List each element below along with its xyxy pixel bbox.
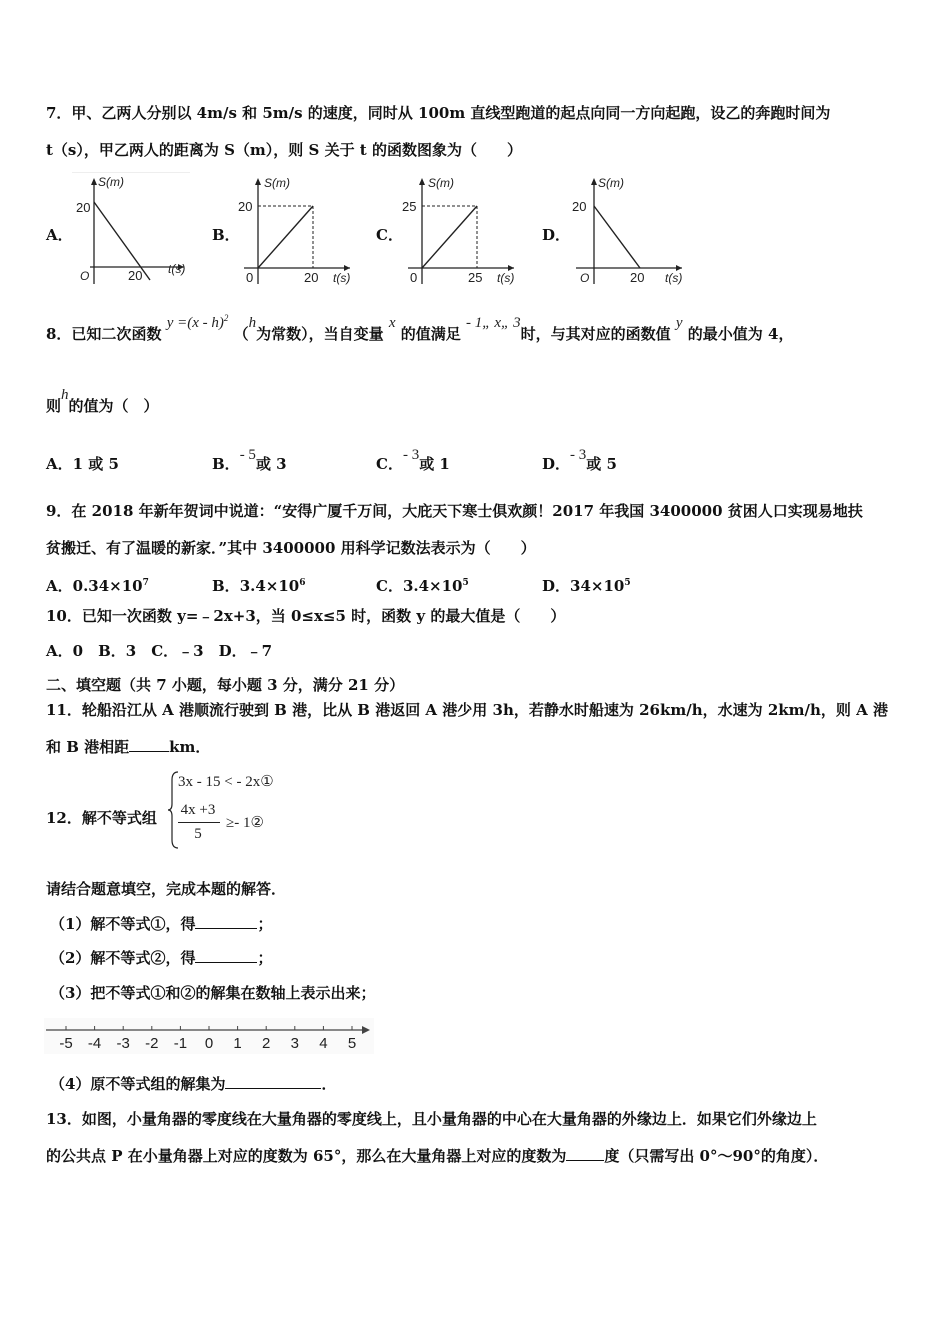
q7-d-xtick: 20 <box>630 270 645 285</box>
q9-stem-line2: 贫搬迁、有了温暖的新家．”其中 3400000 用科学记数法表示为（ ） <box>46 539 536 557</box>
number-line-label: 4 <box>319 1035 328 1052</box>
q12-ineq1: 3x - 15 < - 2x① <box>178 774 274 790</box>
q9-stem-line1: 9．在 2018 年新年贺词中说道：“安得广厦千万间，大庇天下寒士俱欢颜！2017 年我国 3400000 贫困人口实现易地扶 <box>46 502 863 520</box>
q8-y: y <box>675 315 683 331</box>
q12-fraction-bar <box>178 822 220 823</box>
q7-b-ytick: 20 <box>238 199 253 214</box>
q10-options[interactable]: A．0 B．3 C．﹣3 D．﹣7 <box>46 642 273 660</box>
q12-ineq2-numerator: 4x +3 <box>180 802 216 818</box>
q12-inequality-system <box>166 770 306 850</box>
q7-a-yaxis: S(m) <box>98 175 124 189</box>
q7-a-xaxis: t(s) <box>168 262 186 276</box>
number-line-label: 2 <box>262 1035 271 1052</box>
q11-stem-line2: 和 B 港相距 km． <box>46 738 211 756</box>
q7-c-xaxis: t(s) <box>497 271 515 285</box>
q12-number-line[interactable] <box>44 1018 374 1054</box>
q12-step4: （4）原不等式组的解集为 ． <box>50 1075 337 1093</box>
q12-intro: 请结合题意填空，完成本题的解答． <box>46 880 287 898</box>
q12-step2: （2）解不等式②，得 ； <box>50 949 273 967</box>
q8-part6: 的最小值为 4， <box>687 325 794 343</box>
q8-stem-line2: 则h的值为（ ） <box>46 387 159 415</box>
q13-stem-line2: 的公共点 P 在小量角器上对应的度数为 65°，那么在大量角器上对应的度数为 度（只需写出 0°～90°的角度）． <box>46 1147 829 1165</box>
q8-option-a[interactable]: A．1 或 5 <box>46 455 119 473</box>
q11-answer-blank[interactable] <box>129 737 169 752</box>
q11-stem-line1: 11．轮船沿江从 A 港顺流行驶到 B 港，比从 B 港返回 A 港少用 3h，若静水时船速为 26km/h，水速为 2km/h，则 A 港 <box>46 701 888 719</box>
q8-part3: 为常数），当自变量 <box>256 325 384 343</box>
q7-a-origin: O <box>80 269 90 283</box>
q7-b-origin: 0 <box>246 270 254 285</box>
q10-stem: 10．已知一次函数 y=﹣2x+3，当 0≤x≤5 时，函数 y 的最大值是（ ） <box>46 607 566 625</box>
q7-option-d-graph[interactable] <box>570 172 688 290</box>
q13-answer-blank[interactable] <box>566 1146 604 1161</box>
q7-stem-line2: t（s），甲乙两人的距离为 S（m），则 S 关于 t 的函数图象为（ ） <box>46 141 522 159</box>
q12-step3: （3）把不等式①和②的解集在数轴上表示出来； <box>50 984 376 1002</box>
q8-stem-line1 <box>46 313 794 345</box>
number-line-label: -5 <box>59 1035 73 1052</box>
q8-option-d[interactable]: D．- 3或 5 <box>542 447 617 473</box>
number-line-label: -4 <box>87 1035 102 1052</box>
q8-range: - 1„ x„ 3 <box>466 315 521 331</box>
number-line-label: 1 <box>233 1035 242 1052</box>
q13-stem-line1: 13．如图，小量角器的零度线在大量角器的零度线上，且小量角器的中心在大量角器的外缘边上．如果它们外缘边上 <box>46 1110 817 1128</box>
q8-option-c[interactable]: C．- 3或 1 <box>376 447 450 473</box>
q8-option-b[interactable]: B．- 5或 3 <box>212 447 287 473</box>
q7-option-c-graph[interactable] <box>402 172 520 290</box>
number-line-label: -3 <box>116 1035 130 1052</box>
q9-option-d[interactable]: D．$34\times 10^5$ <box>542 577 631 595</box>
q7-d-yaxis: S(m) <box>598 176 624 190</box>
q7-option-c-label[interactable]: C． <box>376 226 403 244</box>
q7-c-origin: 0 <box>410 270 418 285</box>
q7-option-d-label[interactable]: D． <box>542 226 571 244</box>
q8-h: h <box>248 315 257 331</box>
number-line-label: -1 <box>173 1035 188 1052</box>
q7-a-xtick: 20 <box>128 268 143 283</box>
q8-part4: 的值满足 <box>400 325 461 343</box>
q12-ineq2-denominator: 5 <box>194 826 202 842</box>
number-line-label: 5 <box>347 1035 357 1052</box>
q9-option-c[interactable]: C．$3.4\times 10^5$ <box>376 577 469 595</box>
q7-c-ytick: 25 <box>402 199 417 214</box>
q12-step1-blank[interactable] <box>195 914 257 929</box>
number-line-label: 3 <box>290 1035 299 1052</box>
q8-part5: 时，与其对应的函数值 <box>520 325 671 343</box>
q7-option-b-label[interactable]: B． <box>212 226 240 244</box>
number-line-label: -2 <box>145 1035 159 1052</box>
q7-a-ytick: 20 <box>76 200 91 215</box>
q7-option-a-graph[interactable] <box>72 172 190 290</box>
q8-x: x <box>388 315 396 331</box>
q12-label: 12．解不等式组 <box>46 809 157 827</box>
q7-b-yaxis: S(m) <box>264 176 290 190</box>
q8-part2: （ <box>233 325 249 343</box>
q12-step1: （1）解不等式①，得 ； <box>50 915 273 933</box>
q9-option-b[interactable]: B．$3.4\times 10^6$ <box>212 577 306 595</box>
number-line-label: 0 <box>204 1035 214 1052</box>
q7-stem-line1: 7．甲、乙两人分别以 4m/s 和 5m/s 的速度，同时从 100m 直线型跑道的起点向同一方向起跑，设乙的奔跑时间为 <box>46 104 831 122</box>
q7-option-b-graph[interactable] <box>238 172 356 290</box>
q9-option-a[interactable]: A．$0.34\times 10^7$ <box>46 577 149 595</box>
q8-part1: 8．已知二次函数 <box>46 325 162 343</box>
q7-c-yaxis: S(m) <box>428 176 454 190</box>
q7-d-ytick: 20 <box>572 199 587 214</box>
q12-ineq2-rest: ≥- 1② <box>226 815 264 831</box>
section2-heading: 二、填空题（共 7 小题，每小题 3 分，满分 21 分） <box>46 676 405 694</box>
q7-c-xtick: 25 <box>468 270 483 285</box>
q8-function: y =(x - h)$^2$ <box>166 313 229 331</box>
q7-d-xaxis: t(s) <box>665 271 683 285</box>
q7-b-xtick: 20 <box>304 270 319 285</box>
q7-d-origin: O <box>580 271 590 285</box>
q12-step2-blank[interactable] <box>195 948 257 963</box>
q7-b-xaxis: t(s) <box>333 271 351 285</box>
q12-step4-blank[interactable] <box>225 1074 321 1089</box>
q7-option-a-label[interactable]: A． <box>46 226 73 244</box>
